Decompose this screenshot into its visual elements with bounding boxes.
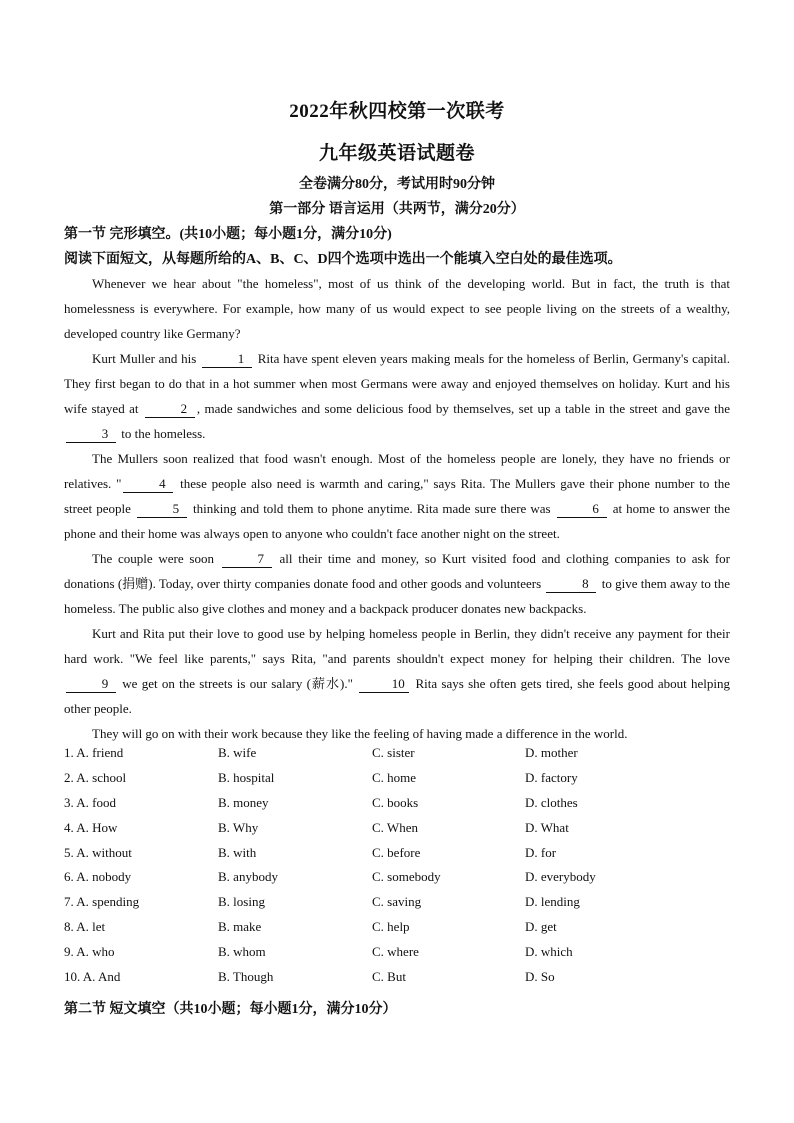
option-a: 10. A. And — [64, 969, 121, 985]
blank-7: 7 — [222, 551, 272, 568]
blank-3: 3 — [66, 426, 116, 443]
paragraph-1: Whenever we hear about "the homeless", most of us think of the developing world. But in fact, the truth is that homelessness is everywhere. For example, how many of us would expect to see people living on the streets of a wealthy, developed country like Germany? — [64, 276, 730, 341]
option-b: B. money — [218, 794, 269, 810]
blank-8: 8 — [546, 576, 596, 593]
option-a: 5. A. without — [64, 844, 132, 860]
option-row — [64, 969, 744, 994]
paragraph-3: The Mullers soon realized that food wasn't enough. Most of the homeless people are lonely, they have no friends or relatives. " 4 these people also need is warmth and caring," says Rita. The Mullers gave their phone number to the street people 5 thinking and told them to phone anytime. Rita made sure there was 6 at home to answer the phone and their home was always open to anyone who couldn't face another night on the street. — [64, 451, 731, 541]
option-row — [64, 770, 744, 795]
option-c: C. where — [372, 944, 419, 960]
option-a: 7. A. spending — [64, 894, 140, 910]
option-row — [64, 845, 744, 870]
exam-title: 2022年秋四校第一次联考 — [289, 101, 505, 122]
option-d: D. clothes — [525, 794, 578, 810]
blank-4: 4 — [123, 476, 173, 493]
option-c: C. somebody — [372, 869, 441, 885]
option-d: D. mother — [525, 745, 578, 760]
option-c: C. When — [372, 819, 418, 835]
option-d: D. What — [525, 819, 569, 835]
part-heading: 第一部分 语言运用（共两节，满分20分） — [269, 202, 525, 217]
option-a: 6. A. nobody — [64, 869, 132, 885]
option-b: B. whom — [218, 944, 266, 960]
cloze-passage — [64, 271, 730, 746]
option-b: B. anybody — [218, 869, 278, 885]
section2-heading: 第二节 短文填空（共10小题；每小题1分，满分10分） — [64, 1002, 397, 1017]
blank-5: 5 — [137, 501, 187, 518]
option-b: B. hospital — [218, 769, 275, 785]
option-c: C. books — [372, 794, 419, 810]
option-a: 9. A. who — [64, 944, 115, 960]
option-b: B. Why — [218, 819, 259, 835]
blank-9: 9 — [66, 676, 116, 693]
paragraph-6: They will go on with their work because they like the feeling of having made a difference in the world. — [92, 726, 628, 741]
exam-info: 全卷满分80分，考试用时90分钟 — [299, 177, 495, 192]
option-row — [64, 894, 744, 919]
option-d: D. which — [525, 944, 573, 960]
option-d: D. factory — [525, 769, 578, 785]
option-a: 1. A. friend — [64, 745, 124, 760]
exam-subtitle: 九年级英语试题卷 — [318, 143, 475, 164]
option-row — [64, 795, 744, 820]
blank-2: 2 — [145, 401, 195, 418]
option-d: D. for — [525, 844, 557, 860]
option-c: C. sister — [372, 745, 415, 760]
option-d: D. get — [525, 919, 557, 935]
section1-instruction: 阅读下面短文，从每题所给的A、B、C、D四个选项中选出一个能填入空白处的最佳选项。 — [64, 252, 622, 267]
option-row — [64, 869, 744, 894]
blank-6: 6 — [557, 501, 607, 518]
option-b: B. losing — [218, 894, 265, 910]
paragraph-4: The couple were soon 7 all their time and money, so Kurt visited food and clothing companies to ask for donations (捐赠). Today, over thirty companies donate food and other goods and volunteers 8 to give them away to the homeless. The public also give clothes and money and a backpack producer donates new backpacks. — [64, 551, 731, 616]
option-a: 2. A. school — [64, 769, 127, 785]
option-row — [64, 944, 744, 969]
blank-10: 10 — [359, 676, 409, 693]
option-a: 8. A. let — [64, 919, 106, 935]
option-b: B. with — [218, 844, 257, 860]
paragraph-2: Kurt Muller and his 1 Rita have spent eleven years making meals for the homeless of Berlin, Germany's capital. They first began to do that in a hot summer when most Germans were away and enjoyed themselves on holiday. Kurt and his wife stayed at 2 , made sandwiches and some delicious food by themselves, set up a table in the street and gave the 3 to the homeless. — [64, 351, 730, 441]
option-d: D. So — [525, 969, 555, 985]
option-d: D. lending — [525, 894, 580, 910]
option-c: C. help — [372, 919, 410, 935]
option-c: C. But — [372, 969, 406, 985]
paragraph-5: Kurt and Rita put their love to good use by helping homeless people in Berlin, they didn't receive any payment for their hard work. "We feel like parents," says Rita, "and parents shouldn't expect money for helping their children. The love 9 we get on the streets is our salary (薪水)." 10 Rita says she often gets tired, she feels good about helping other people. — [64, 626, 731, 716]
blank-1: 1 — [202, 351, 252, 368]
option-a: 3. A. food — [64, 794, 116, 810]
section1-heading: 第一节 完形填空。(共10小题；每小题1分，满分10分) — [64, 227, 392, 242]
option-d: D. everybody — [525, 869, 596, 885]
option-b: B. make — [218, 919, 262, 935]
option-c: C. home — [372, 769, 417, 785]
option-row — [64, 919, 744, 944]
option-c: C. saving — [372, 894, 422, 910]
option-a: 4. A. How — [64, 819, 118, 835]
option-row — [64, 820, 744, 845]
option-row — [64, 745, 744, 770]
option-c: C. before — [372, 844, 421, 860]
answer-options — [64, 745, 744, 994]
option-b: B. wife — [218, 745, 257, 760]
option-b: B. Though — [218, 969, 274, 985]
